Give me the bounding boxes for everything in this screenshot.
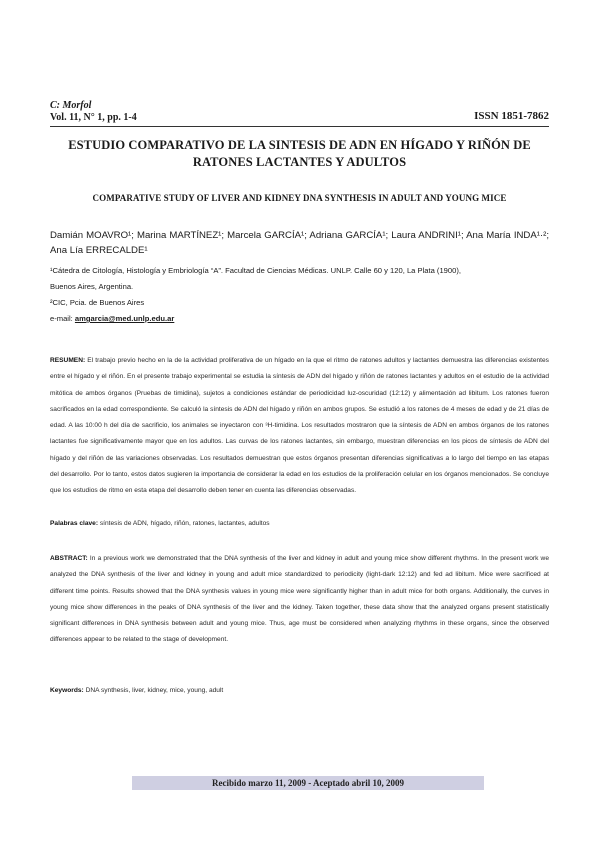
keywords-text: DNA synthesis, liver, kidney, mice, young, adult bbox=[85, 687, 224, 694]
abstract-section bbox=[50, 551, 549, 649]
affiliation-line-2: Buenos Aires, Argentina. bbox=[50, 282, 134, 291]
keywords-label: Keywords: bbox=[50, 687, 84, 694]
palabras-text: síntesis de ADN, hígado, riñón, ratones, lactantes, adultos bbox=[99, 520, 270, 527]
title-spanish: ESTUDIO COMPARATIVO DE LA SINTESIS DE ADN EN HÍGADO Y RIÑÓN DE RATONES LACTANTES Y ADULTOS bbox=[68, 138, 531, 169]
received-banner: Recibido marzo 11, 2009 - Aceptado abril 10, 2009 bbox=[132, 776, 484, 790]
resumen-label: RESUMEN: bbox=[50, 357, 86, 364]
authors: Damián MOAVRO¹; Marina MARTÍNEZ¹; Marcela GARCÍA¹; Adriana GARCÍA¹; Laura ANDRINI¹; Ana María INDA¹·²; Ana Lía ERRECALDE¹ bbox=[50, 230, 549, 256]
title-english: COMPARATIVE STUDY OF LIVER AND KIDNEY DNA SYNTHESIS IN ADULT AND YOUNG MICE bbox=[92, 193, 507, 203]
journal-header bbox=[50, 100, 137, 124]
abstract-text: In a previous work we demonstrated that the DNA synthesis of the liver and kidney in adult and young mice show different rhythms. In the present work we analyzed the DNA synthesis of the liver and kidney in young and adult mice standardized to periodicity (light-dark 12:12) and fed ad libitum. Mice were sacrificed at different time points. Results showed that the DNA synthesis values in young mice were significantly higher than in adult mice for both organs. Additionally, the curves in young mice show differences in the peaks of DNA synthesis of the liver and the kidney. Taken together, these data show that the analyzed organs present statistically significant differences in DNA synthesis between adult and young mice. Thus, age must be considered when analyzing rhythms in these organs, since the observed differences appear to be related to the stage of development. bbox=[50, 555, 549, 644]
resumen-section bbox=[50, 353, 549, 500]
journal-volume: Vol. 11, N° 1, pp. 1-4 bbox=[50, 112, 137, 123]
palabras-clave-section bbox=[50, 516, 549, 532]
email-link[interactable]: amgarcia@med.unlp.edu.ar bbox=[74, 314, 175, 323]
affiliation-line-1: ¹Cátedra de Citología, Histología y Embriología “A”. Facultad de Ciencias Médicas. UNLP. Calle 60 y 120, La Plata (1900), bbox=[50, 266, 461, 275]
header-divider bbox=[50, 126, 549, 127]
affiliation-line-3: ²CIC, Pcia. de Buenos Aires bbox=[50, 298, 145, 307]
palabras-label: Palabras clave: bbox=[50, 520, 99, 527]
resumen-text: El trabajo previo hecho en la de la actividad proliferativa de un hígado en la que el ritmo de ratones adultos y lactantes demuestra las diferencias existentes entre el hígado y el riñón. En el presente trabajo experimental se estudia la síntesis de ADN del hígado y riñón de ratones lactantes y adultos en el estudio de la actividad mitótica de ambos órganos (Pruebas de timidina), sujetos a condiciones estándar de periodicidad luz-oscuridad (12:12) y alimentación ad libitum. Los ratones fueron sacrificados en la edad correspondiente. Se calculó la síntesis de ADN del hígado y riñón en ambos grupos. Se estudió a los ratones de 4 meses de edad y de 21 días de edad. A las 10:00 h del día de sacrificio, los animales se inyectaron con ³H-timidina. Los resultados mostraron que la síntesis de ADN en ambos órganos de los ratones lactantes fue significativamente mayor que en los adultos. Las curvas de los ratones lactantes, sin embargo, muestran diferencias en los picos de síntesis de ADN del hígado y del riñón de las variaciones observadas. Los resultados demuestran que estos órganos presentan diferencias significativas a lo largo del tiempo en las etapas del desarrollo. Por lo tanto, estos datos sugieren la importancia de considerar la edad en los estudios de la proliferación celular en los órganos mencionados. Se concluye que los estudios de ritmo en esta etapa del desarrollo deben tener en cuenta las diferencias observadas. bbox=[50, 357, 549, 495]
affiliation bbox=[50, 263, 549, 327]
issn: ISSN 1851-7862 bbox=[474, 110, 549, 122]
journal-name: C: Morfol bbox=[50, 100, 92, 111]
email-label: e-mail: bbox=[50, 314, 73, 323]
keywords-section bbox=[50, 683, 549, 699]
abstract-label: ABSTRACT: bbox=[50, 555, 88, 562]
email-line bbox=[50, 311, 549, 327]
